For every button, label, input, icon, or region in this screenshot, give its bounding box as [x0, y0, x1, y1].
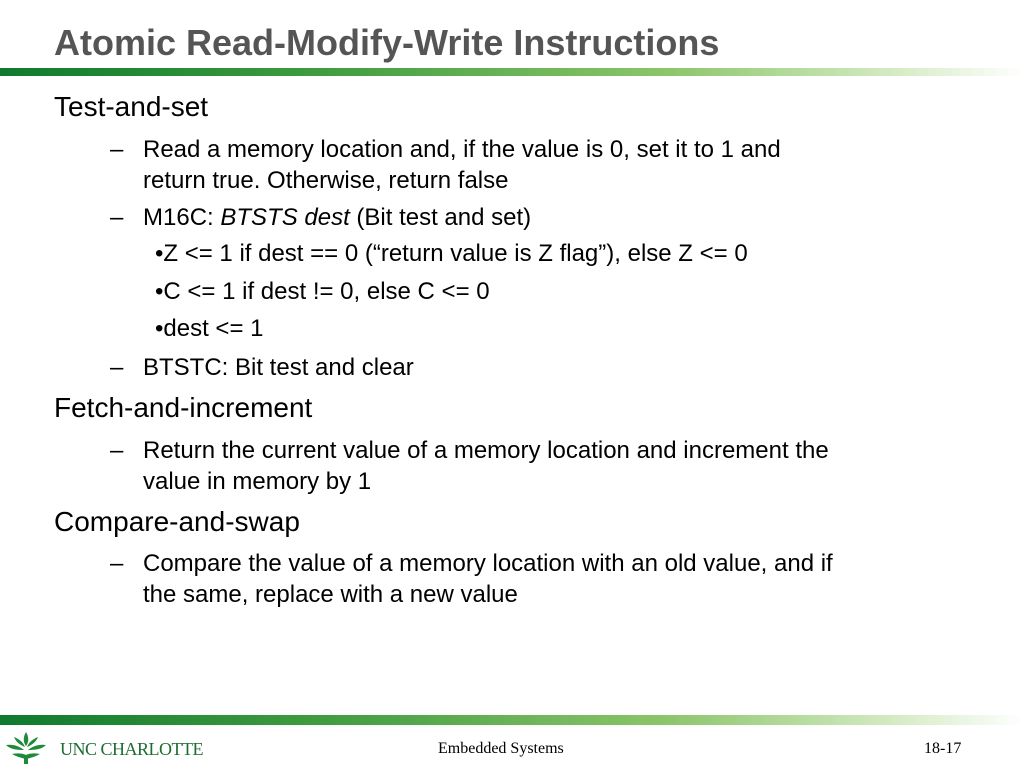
title-divider: [0, 68, 1024, 76]
subbullet-dest: •dest <= 1: [155, 315, 264, 342]
bullet-line: BTSTC: Bit test and clear: [143, 354, 414, 381]
dash-marker: –: [110, 204, 124, 231]
logo-wordmark: UNC CHARLOTTE: [60, 739, 203, 759]
bullet-line: Return the current value of a memory location and increment the: [143, 437, 829, 464]
bullet-line: Compare the value of a memory location with an old value, and if: [143, 550, 833, 577]
instruction-name: BTSTS dest: [220, 204, 350, 231]
section-heading-test-and-set: Test-and-set: [54, 91, 209, 122]
bullet-suffix: (Bit test and set): [349, 204, 532, 231]
footer-divider: [0, 715, 1024, 725]
bullet-prefix: M16C:: [143, 204, 221, 231]
dash-marker: –: [110, 354, 124, 381]
page-number: 18-17: [924, 740, 962, 757]
subbullet-c-flag: •C <= 1 if dest != 0, else C <= 0: [155, 278, 490, 305]
dash-marker: –: [110, 136, 124, 163]
logo-emblem-icon: [6, 732, 46, 764]
dash-marker: –: [110, 437, 124, 464]
slide-title: Atomic Read-Modify-Write Instructions: [54, 22, 720, 63]
subbullet-z-flag: •Z <= 1 if dest == 0 (“return value is Z flag”), else Z <= 0: [155, 240, 748, 267]
section-heading-fetch-and-increment: Fetch-and-increment: [54, 392, 313, 423]
dash-marker: –: [110, 550, 124, 577]
unc-charlotte-logo: [4, 728, 204, 766]
bullet-line: return true. Otherwise, return false: [143, 167, 509, 194]
bullet-line: Read a memory location and, if the value is 0, set it to 1 and: [143, 136, 781, 163]
section-heading-compare-and-swap: Compare-and-swap: [54, 506, 300, 537]
bullet-line: [143, 202, 531, 233]
bullet-line: value in memory by 1: [143, 468, 372, 495]
bullet-line: the same, replace with a new value: [143, 581, 518, 608]
footer-course-name: Embedded Systems: [438, 740, 564, 757]
